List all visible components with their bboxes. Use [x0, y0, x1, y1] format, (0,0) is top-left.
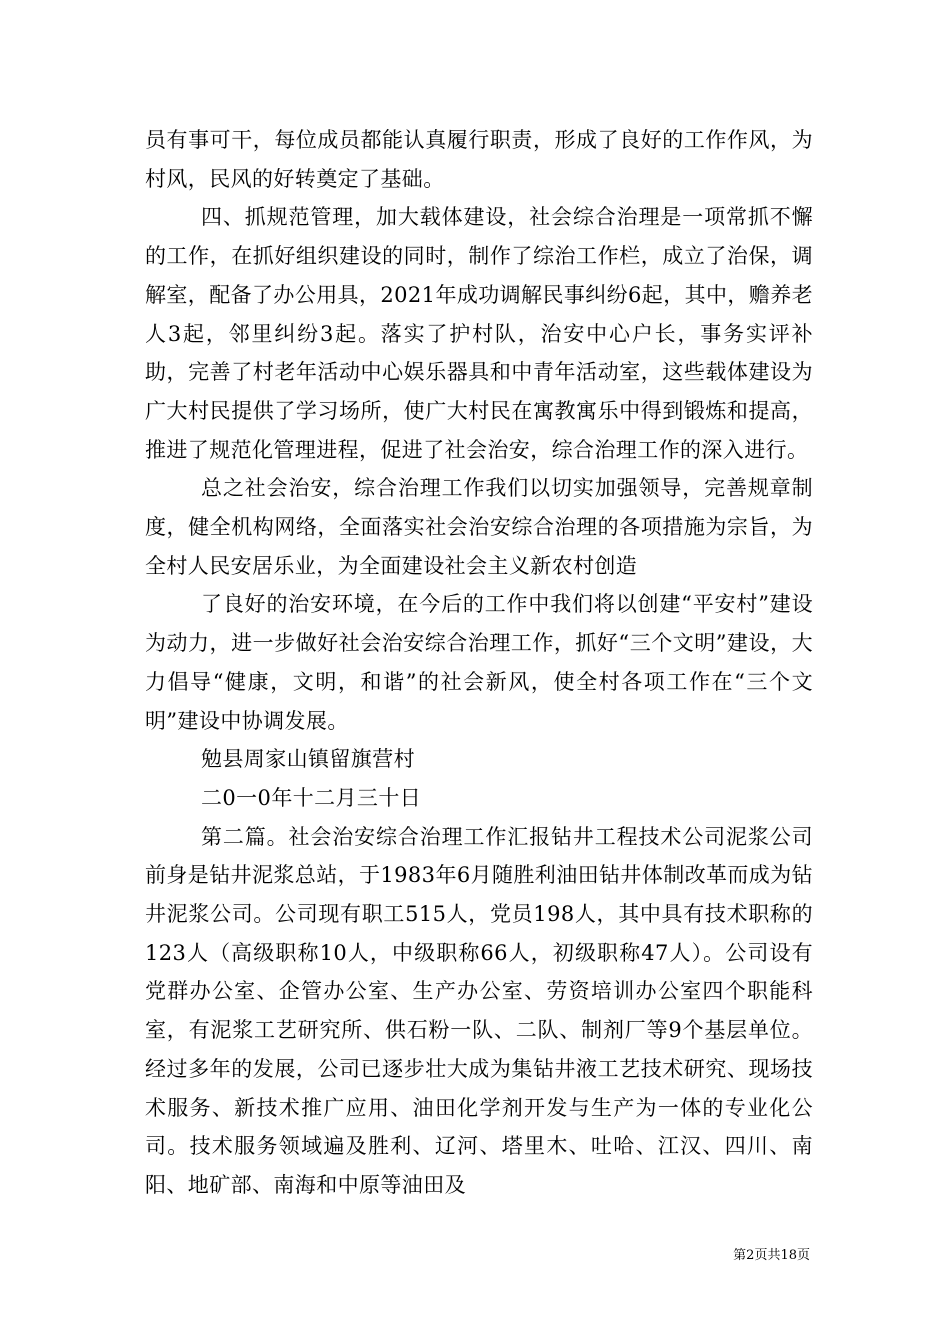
- paragraph-7: 第二篇。社会治安综合治理工作汇报钻井工程技术公司泥浆公司前身是钻井泥浆总站，于1983年6月随胜利油田钻井体制改革而成为钻井泥浆公司。公司现有职工515人，党员198人，其中具有技术职称的123人（高级职称10人，中级职称66人，初级职称47人）。公司设有党群办公室、企管办公室、生产办公室、劳资培训办公室四个职能科室，有泥浆工艺研究所、供石粉一队、二队、制剂厂等9个基层单位。经过多年的发展，公司已逐步壮大成为集钻井液工艺技术研究、现场技术服务、新技术推广应用、油田化学剂开发与生产为一体的专业化公司。技术服务领域遍及胜利、辽河、塔里木、吐哈、江汉、四川、南阳、地矿部、南海和中原等油田及: [145, 824, 814, 1197]
- signature-village: 勉县周家山镇留旗营村: [201, 747, 415, 772]
- paragraph-4: 了良好的治安环境，在今后的工作中我们将以创建“平安村”建设为动力，进一步做好社会治安综合治理工作，抓好“三个文明”建设，大力倡导“健康，文明，和谐”的社会新风，使全村各项工作在“三个文明”建设中协调发展。: [145, 592, 813, 733]
- page-number: 第2页共18页: [733, 1248, 810, 1263]
- paragraph-2: 四、抓规范管理，加大载体建设，社会综合治理是一项常抓不懈的工作，在抓好组织建设的同时，制作了综治工作栏，成立了治保，调解室，配备了办公用具，2021年成功调解民事纠纷6起，其中，赡养老人3起，邻里纠纷3起。落实了护村队，治安中心户长，事务实评补助，完善了村老年活动中心娱乐器具和中青年活动室，这些载体建设为广大村民提供了学习场所，使广大村民在寓教寓乐中得到锻炼和提高，推进了规范化管理进程，促进了社会治安，综合治理工作的深入进行。: [145, 205, 814, 462]
- signature-date: 二0一0年十二月三十日: [201, 785, 422, 810]
- paragraph-3: 总之社会治安，综合治理工作我们以切实加强领导，完善规章制度，健全机构网络，全面落实社会治安综合治理的各项措施为宗旨，为全村人民安居乐业，为全面建设社会主义新农村创造: [145, 476, 813, 578]
- document-body: [145, 121, 813, 1205]
- paragraph-1: 员有事可干，每位成员都能认真履行职责，形成了良好的工作作风，为村风，民风的好转奠定了基础。: [145, 128, 813, 191]
